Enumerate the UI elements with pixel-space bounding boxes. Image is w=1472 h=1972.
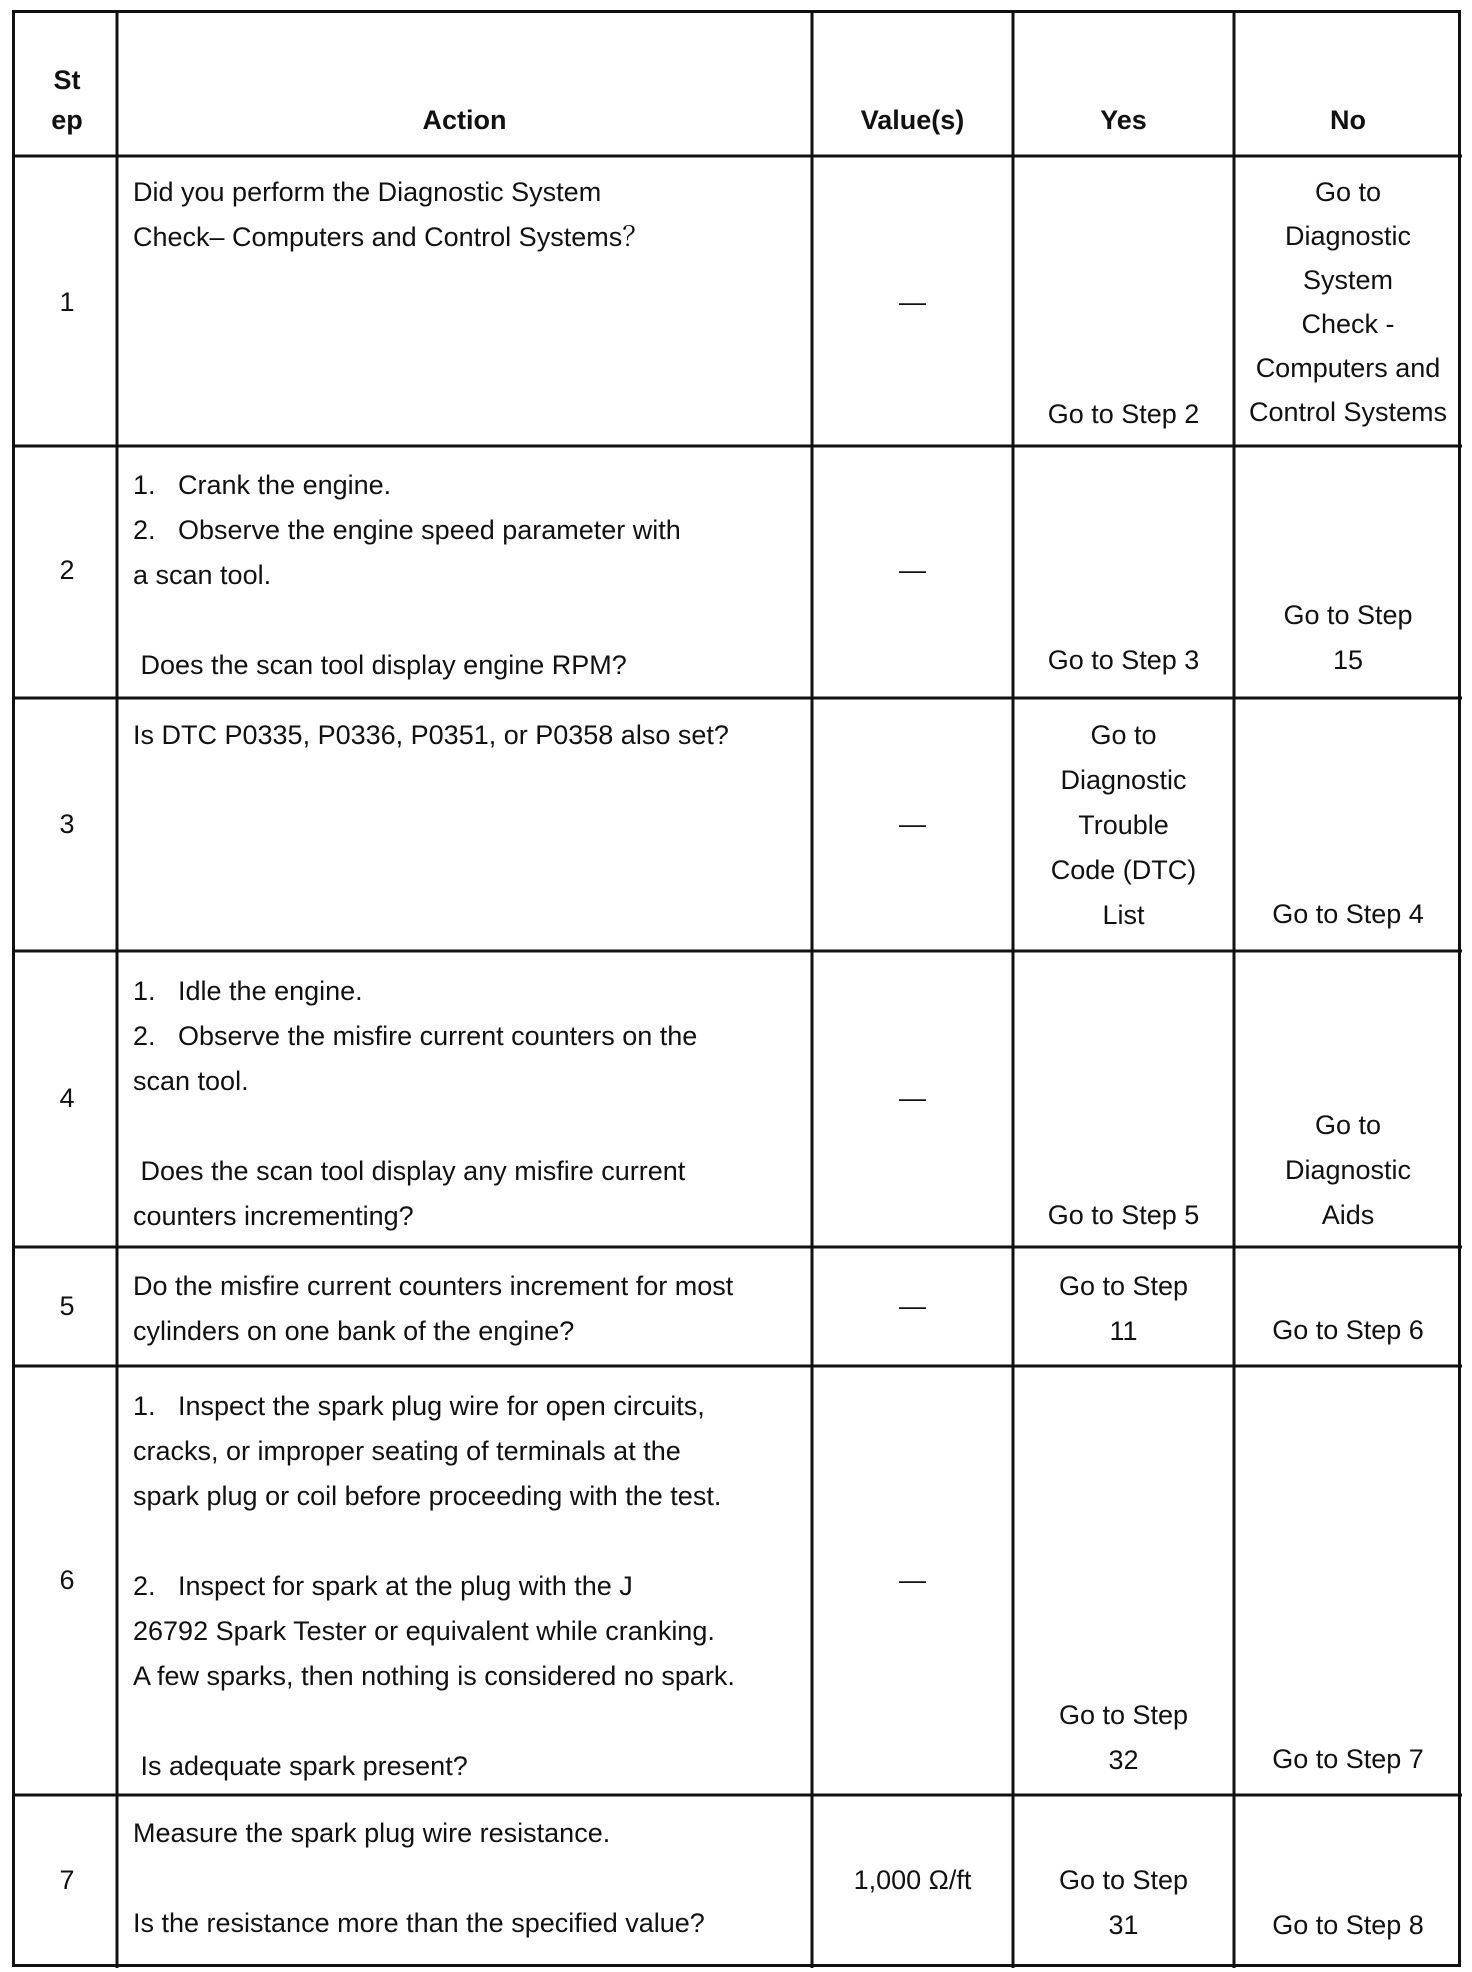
no-target: Go to Diagnostic Aids: [1284, 1110, 1412, 1230]
header-no: No: [1330, 105, 1366, 135]
yes-target: Go to Step 31: [1058, 1865, 1189, 1940]
value-text: —: [899, 555, 926, 585]
value-text: —: [899, 1083, 926, 1113]
action-text: Measure the spark plug wire resistance. Is the resistance more than the specified value?: [133, 1818, 705, 1938]
step-number: 6: [59, 1565, 75, 1595]
no-target: Go to Step 7: [1272, 1744, 1424, 1774]
action-text: 1. Idle the engine. 2. Observe the misfire current counters on the scan tool. Does the scan tool display any misfire current counters incrementing?: [133, 976, 698, 1231]
action-text: Is DTC P0335, P0336, P0351, or P0358 also set?: [133, 720, 729, 750]
step-number: 4: [59, 1083, 75, 1113]
value-text: —: [899, 809, 926, 839]
value-text: —: [899, 1291, 926, 1321]
header-yes: Yes: [1100, 105, 1147, 135]
no-target: Go to Step 8: [1272, 1910, 1424, 1940]
header-values: Value(s): [860, 105, 965, 135]
yes-target: Go to Step 32: [1058, 1700, 1189, 1775]
step-number: 3: [59, 809, 75, 839]
step-number: 1: [59, 287, 75, 317]
header-step: St ep: [51, 65, 83, 135]
no-target: Go to Step 6: [1272, 1315, 1424, 1345]
yes-target: Go to Step 2: [1047, 399, 1200, 429]
diagnostic-table: [12, 10, 1462, 1968]
no-target: Go to Diagnostic System Check - Computers and Control Systems: [1248, 177, 1448, 427]
value-text: 1,000 Ω/ft: [853, 1865, 972, 1895]
yes-target: Go to Step 11: [1058, 1271, 1189, 1346]
action-text: Do the misfire current counters increment for most cylinders on one bank of the engine?: [133, 1271, 734, 1346]
no-target: Go to Step 4: [1272, 899, 1424, 929]
action-text: 1. Crank the engine. 2. Observe the engine speed parameter with a scan tool. Does the scan tool display engine RPM?: [133, 470, 681, 680]
step-number: 7: [59, 1865, 75, 1895]
action-text: Did you perform the Diagnostic System Check– Computers and Control Systems？: [133, 177, 650, 252]
header-action: Action: [422, 105, 507, 135]
yes-target: Go to Diagnostic Trouble Code (DTC) List: [1050, 720, 1197, 930]
action-text: 1. Inspect the spark plug wire for open circuits, cracks, or improper seating of terminals at the spark plug or coil before proceeding with the test. 2. Inspect for spark at the plug with the J 26792 Spark Tester or equivalent while cranking. A few sparks, then nothing is considered no spark. Is adequate spark present?: [133, 1391, 735, 1781]
value-text: —: [899, 287, 926, 317]
yes-target: Go to Step 5: [1047, 1200, 1200, 1230]
step-number: 2: [59, 555, 75, 585]
yes-target: Go to Step 3: [1047, 645, 1200, 675]
value-text: —: [899, 1565, 926, 1595]
no-target: Go to Step 15: [1283, 600, 1413, 675]
step-number: 5: [59, 1291, 75, 1321]
